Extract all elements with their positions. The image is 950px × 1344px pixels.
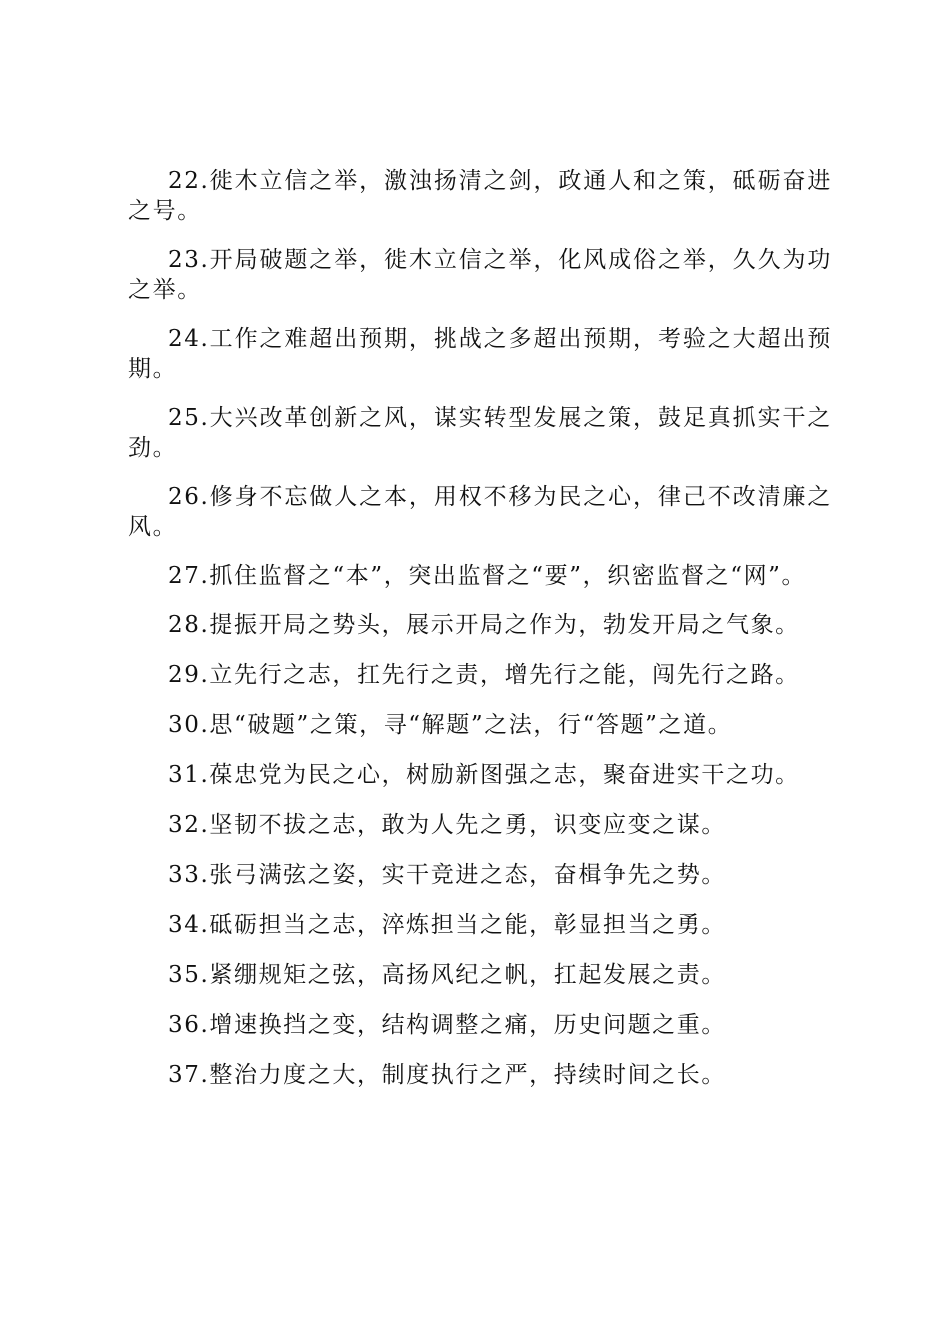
paragraph-26: 26.修身不忘做人之本，用权不移为民之心，律己不改清廉之风。 xyxy=(128,484,832,540)
paragraph-29: 29.立先行之志，扛先行之责，增先行之能，闯先行之路。 xyxy=(168,662,800,688)
paragraph-24: 24.工作之难超出预期，挑战之多超出预期，考验之大超出预期。 xyxy=(128,326,832,382)
document-body xyxy=(128,166,832,1110)
paragraph-36: 36.增速换挡之变，结构调整之痛，历史问题之重。 xyxy=(168,1012,726,1038)
paragraph-37: 37.整治力度之大，制度执行之严，持续时间之长。 xyxy=(168,1062,726,1088)
paragraph-25: 25.大兴改革创新之风，谋实转型发展之策，鼓足真抓实干之劲。 xyxy=(128,405,832,461)
paragraph-34: 34.砥砺担当之志，淬炼担当之能，彰显担当之勇。 xyxy=(168,912,726,938)
paragraph-23: 23.开局破题之举，徙木立信之举，化风成俗之举，久久为功之举。 xyxy=(128,247,832,303)
paragraph-35: 35.紧绷规矩之弦，高扬风纪之帆，扛起发展之责。 xyxy=(168,962,726,988)
paragraph-31: 31.葆忠党为民之心，树励新图强之志，聚奋进实干之功。 xyxy=(168,762,800,788)
paragraph-22: 22.徙木立信之举，激浊扬清之剑，政通人和之策，砥砺奋进之号。 xyxy=(128,168,832,224)
paragraph-33: 33.张弓满弦之姿，实干竞进之态，奋楫争先之势。 xyxy=(168,862,726,888)
paragraph-28: 28.提振开局之势头，展示开局之作为，勃发开局之气象。 xyxy=(168,612,800,638)
paragraph-27: 27.抓住监督之“本”，突出监督之“要”，织密监督之“网”。 xyxy=(168,563,807,589)
paragraph-30: 30.思“破题”之策，寻“解题”之法，行“答题”之道。 xyxy=(168,712,733,738)
paragraph-32: 32.坚韧不拔之志，敢为人先之勇，识变应变之谋。 xyxy=(168,812,726,838)
